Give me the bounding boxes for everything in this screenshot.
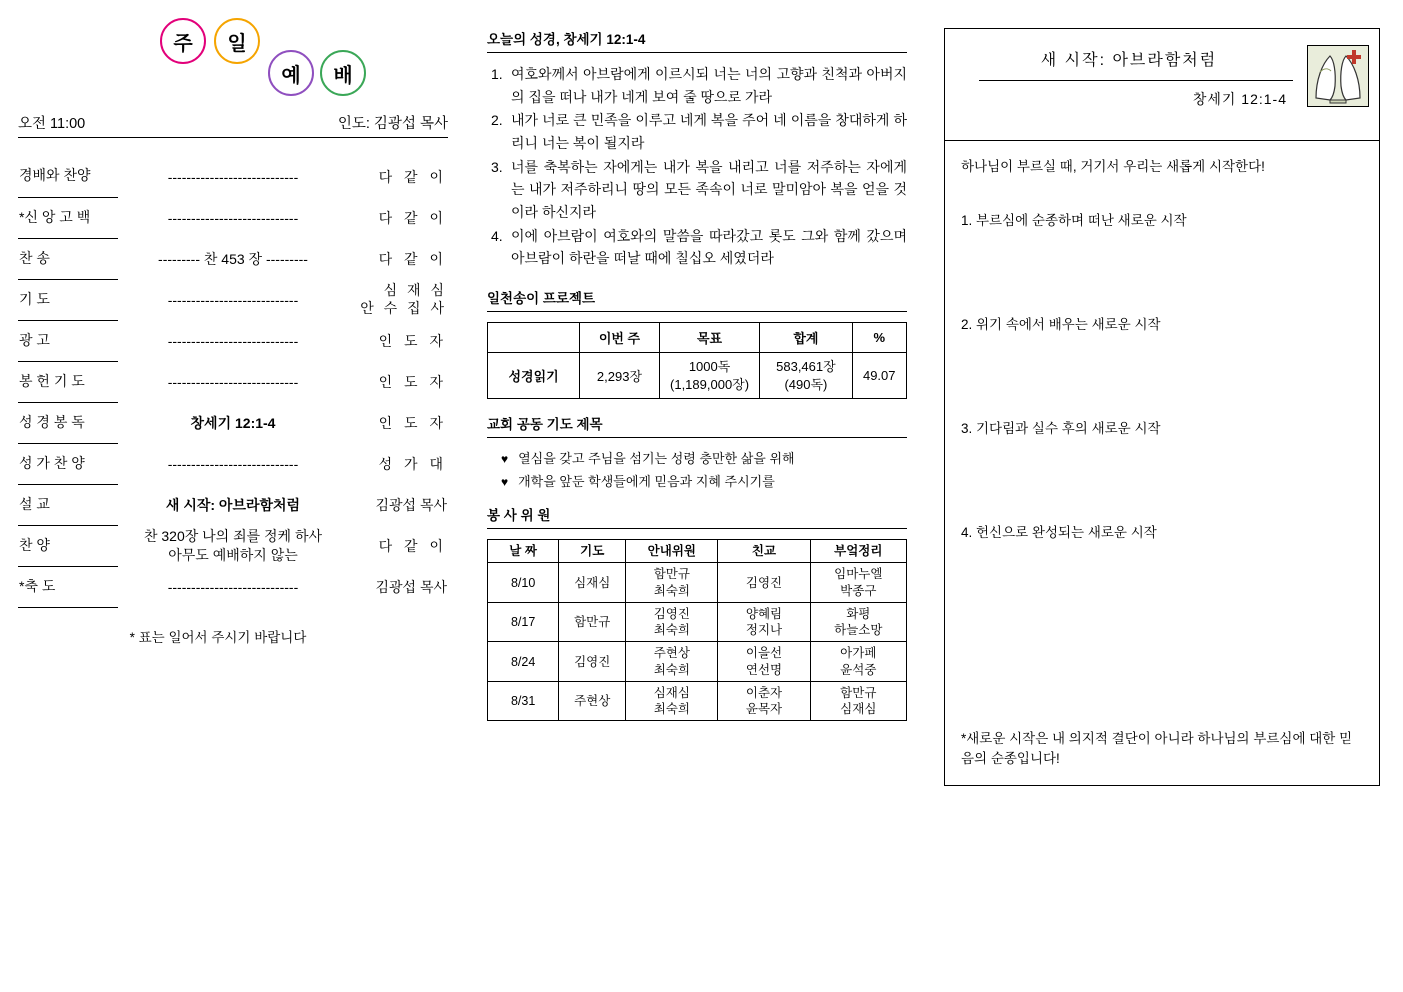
order-row	[18, 320, 448, 361]
service-time: 오전 11:00	[18, 116, 86, 132]
vol-fellowship-line1: 양혜림	[745, 606, 783, 621]
order-row	[18, 156, 448, 197]
vol-kitchen-line2: 윤석중	[840, 662, 877, 677]
project-goal	[659, 353, 760, 399]
order-mid	[118, 525, 348, 566]
vol-kitchen-line1: 아가페	[840, 646, 877, 661]
project-this-week: 2,293장	[580, 353, 660, 399]
list-item	[491, 63, 907, 108]
order-label: 찬 송	[18, 238, 118, 279]
order-row	[18, 279, 448, 320]
verse-text: 이에 아브람이 여호와의 말씀을 따라갔고 롯도 그와 함께 갔으며 아브람이 하란을 떠날 때에 칠십오 세였더라	[511, 227, 907, 267]
order-label: 봉 헌 기 도	[18, 361, 118, 402]
praying-hands-icon	[1307, 45, 1369, 107]
service-header	[18, 112, 448, 138]
order-mid: ----------------------------	[167, 291, 299, 308]
vol-fellowship	[718, 681, 810, 721]
order-label: 경배와 찬양	[18, 156, 118, 197]
table-row	[488, 642, 907, 682]
order-mid: ----------------------------	[167, 332, 299, 349]
order-row	[18, 525, 448, 566]
bulletin-logo	[18, 18, 448, 96]
scripture-verse-list	[487, 63, 907, 270]
sermon-reference: 창세기 12:1-4	[1192, 91, 1287, 107]
order-mid: ----------------------------	[167, 455, 299, 472]
order-label: 성 경 봉 독	[18, 402, 118, 443]
vol-kitchen	[810, 602, 906, 642]
vol-guide-line1: 심재심	[653, 685, 690, 700]
vol-prayer: 김영진	[559, 642, 626, 682]
order-mid: ----------------------------	[167, 373, 299, 390]
vol-fellowship	[718, 642, 810, 682]
sermon-footer-note: *새로운 시작은 내 의지적 결단이 아니라 하나님의 부르심에 대한 믿음의 순종입니다!	[961, 730, 1353, 766]
order-right-line1: 심 재 심	[383, 282, 447, 298]
order-label: 찬 양	[18, 525, 118, 566]
vol-fellowship-line2: 정지나	[745, 623, 783, 638]
order-mid: ----------------------------	[167, 578, 299, 595]
vol-guide-line1: 주현상	[653, 646, 690, 661]
project-total-line1: 583,461장	[776, 359, 836, 375]
order-mid: ----------------------------	[167, 168, 299, 185]
table-row	[488, 602, 907, 642]
vol-prayer: 주현상	[559, 681, 626, 721]
project-heading: 일천송이 프로젝트	[487, 287, 907, 312]
vol-kitchen-line1: 함만규	[840, 685, 877, 700]
vol-guide	[626, 681, 718, 721]
order-mid: ----------------------------	[167, 209, 299, 226]
vol-kitchen-line2: 박종구	[840, 583, 877, 598]
order-row	[18, 197, 448, 238]
service-leader: 인도: 김광섭 목사	[337, 116, 448, 132]
vol-col-2: 안내위원	[626, 540, 718, 563]
project-total	[760, 353, 852, 399]
table-header-row	[488, 323, 907, 353]
vol-col-4: 부엌정리	[810, 540, 906, 563]
verse-text: 여호와께서 아브람에게 이르시되 너는 너의 고향과 친척과 아버지의 집을 떠나 내가 네게 보여 줄 땅으로 가라	[511, 66, 907, 105]
vol-date: 8/10	[488, 563, 559, 603]
prayer-heading: 교회 공동 기도 제목	[487, 413, 907, 438]
order-right: 인 도 자	[378, 332, 447, 349]
project-col-2: 목표	[659, 323, 760, 353]
project-total-line2: (490독)	[784, 376, 828, 392]
order-row	[18, 566, 448, 607]
logo-char-4-text: 배	[333, 64, 353, 87]
project-col-3: 합계	[760, 323, 852, 353]
logo-char-1-text: 주	[173, 32, 193, 55]
verse-number: 1.	[491, 66, 503, 82]
table-row	[488, 563, 907, 603]
vol-fellowship	[718, 602, 810, 642]
order-mid: 새 시작: 아브라함처럼	[165, 496, 301, 513]
list-item	[491, 156, 907, 224]
vol-col-0: 날 짜	[488, 540, 559, 563]
order-mid-line2: 아무도 예배하지 않는	[168, 546, 298, 563]
order-right: 다 같 이	[378, 537, 447, 554]
sermon-point-3: 3. 기다림과 실수 후의 새로운 시작	[961, 421, 1161, 436]
logo-char-4	[320, 50, 366, 96]
project-row-label: 성경읽기	[488, 353, 580, 399]
heart-icon: ♥	[501, 452, 509, 467]
vol-guide-line2: 최숙희	[653, 662, 690, 677]
vol-date: 8/17	[488, 602, 559, 642]
project-table	[487, 322, 907, 399]
scripture-column	[487, 28, 907, 721]
vol-guide-line2: 최숙희	[653, 702, 690, 717]
vol-date: 8/24	[488, 642, 559, 682]
verse-text: 너를 축복하는 자에게는 내가 복을 내리고 너를 저주하는 자에게는 내가 저주하리니 땅의 모든 족속이 너로 말미암아 복을 얻을 것이라 하신지라	[511, 158, 907, 221]
vol-guide	[626, 642, 718, 682]
worship-order-column	[18, 18, 448, 646]
vol-kitchen-line1: 화평	[846, 606, 871, 621]
project-percent: 49.07	[852, 353, 907, 399]
vol-guide	[626, 602, 718, 642]
order-right: 김광섭 목사	[375, 496, 447, 513]
vol-kitchen-line1: 임마누엘	[834, 567, 883, 582]
vol-prayer: 심재심	[559, 563, 626, 603]
order-right: 다 같 이	[378, 209, 447, 226]
table-row	[488, 681, 907, 721]
prayer-list	[487, 448, 907, 490]
sermon-header	[945, 29, 1379, 141]
sermon-title: 새 시작: 아브라함처럼	[1040, 52, 1218, 69]
vol-col-3: 친교	[718, 540, 810, 563]
order-footnote: * 표는 일어서 주시기 바랍니다	[129, 629, 307, 645]
vol-fellowship-line2: 윤목자	[745, 702, 783, 717]
vol-guide-line2: 최숙희	[653, 623, 690, 638]
vol-guide	[626, 563, 718, 603]
order-right	[348, 279, 448, 320]
vol-kitchen	[810, 681, 906, 721]
sermon-lead: 하나님이 부르실 때, 거기서 우리는 새롭게 시작한다!	[961, 159, 1265, 174]
vol-fellowship-line1: 김영진	[745, 575, 783, 590]
vol-fellowship	[718, 563, 810, 603]
order-row	[18, 402, 448, 443]
table-row	[488, 353, 907, 399]
volunteers-table	[487, 539, 907, 721]
order-mid: --------- 찬 453 장 ---------	[158, 250, 308, 267]
prayer-item-text: 열심을 갖고 주님을 섬기는 성령 충만한 삶을 위해	[518, 451, 795, 467]
vol-kitchen-line2: 하늘소망	[834, 623, 883, 638]
list-item	[487, 471, 907, 490]
project-goal-line1: 1000독	[688, 359, 731, 375]
vol-fellowship-line1: 이춘자	[745, 685, 783, 700]
order-label: *축 도	[18, 566, 118, 607]
logo-char-3-text: 예	[281, 64, 301, 87]
order-right: 인 도 자	[378, 414, 447, 431]
sermon-point-2: 2. 위기 속에서 배우는 새로운 시작	[961, 317, 1161, 332]
order-label: 광 고	[18, 320, 118, 361]
vol-kitchen	[810, 642, 906, 682]
order-right-line2: 안 수 집 사	[360, 299, 447, 316]
vol-date: 8/31	[488, 681, 559, 721]
list-item	[491, 225, 907, 270]
heart-icon: ♥	[501, 475, 509, 490]
logo-char-3	[268, 50, 314, 96]
vol-fellowship-line2: 연선명	[745, 662, 783, 677]
order-row	[18, 443, 448, 484]
table-header-row	[488, 540, 907, 563]
project-goal-line2: (1,189,000장)	[670, 376, 750, 392]
sermon-point-1: 1. 부르심에 순종하며 떠난 새로운 시작	[961, 213, 1187, 228]
vol-col-1: 기도	[559, 540, 626, 563]
order-right: 다 같 이	[378, 168, 447, 185]
project-col-1: 이번 주	[580, 323, 660, 353]
logo-char-1	[160, 18, 206, 64]
order-row	[18, 238, 448, 279]
vol-guide-line2: 최숙희	[653, 583, 690, 598]
verse-number: 2.	[491, 112, 503, 129]
logo-char-2	[214, 18, 260, 64]
verse-number: 3.	[491, 158, 503, 175]
logo-char-2-text: 일	[227, 32, 247, 55]
order-right: 다 같 이	[378, 250, 447, 267]
vol-kitchen-line2: 심재심	[840, 702, 877, 717]
prayer-item-text: 개학을 앞둔 학생들에게 믿음과 지혜 주시기를	[518, 474, 775, 490]
vol-guide-line1: 김영진	[653, 606, 690, 621]
order-label: *신 앙 고 백	[18, 197, 118, 238]
order-right: 성 가 대	[378, 455, 447, 472]
vol-kitchen	[810, 563, 906, 603]
verse-number: 4.	[491, 227, 503, 244]
order-right: 인 도 자	[378, 373, 447, 390]
sermon-column	[944, 28, 1380, 786]
order-label: 성 가 찬 양	[18, 443, 118, 484]
project-col-0	[488, 323, 580, 353]
order-mid-line1: 찬 320장 나의 죄를 정케 하사	[143, 527, 323, 544]
scripture-heading: 오늘의 성경, 창세기 12:1-4	[487, 28, 907, 53]
volunteers-heading: 봉 사 위 원	[487, 504, 907, 529]
list-item	[487, 448, 907, 467]
order-mid: 창세기 12:1-4	[190, 414, 276, 431]
list-item	[491, 109, 907, 154]
order-right: 김광섭 목사	[375, 578, 447, 595]
spacer	[487, 271, 907, 287]
sermon-body	[945, 141, 1379, 785]
vol-fellowship-line1: 이을선	[745, 646, 783, 661]
order-row	[18, 484, 448, 525]
sermon-point-4: 4. 헌신으로 완성되는 새로운 시작	[961, 525, 1157, 540]
vol-guide-line1: 함만규	[653, 567, 690, 582]
vol-prayer: 함만규	[559, 602, 626, 642]
order-row	[18, 361, 448, 402]
order-label: 설 교	[18, 484, 118, 525]
worship-order-table	[18, 156, 448, 608]
order-label: 기 도	[18, 279, 118, 320]
verse-text: 내가 너로 큰 민족을 이루고 네게 복을 주어 네 이름을 창대하게 하리니 너는 복이 될지라	[511, 112, 907, 152]
project-col-4: %	[852, 323, 907, 353]
